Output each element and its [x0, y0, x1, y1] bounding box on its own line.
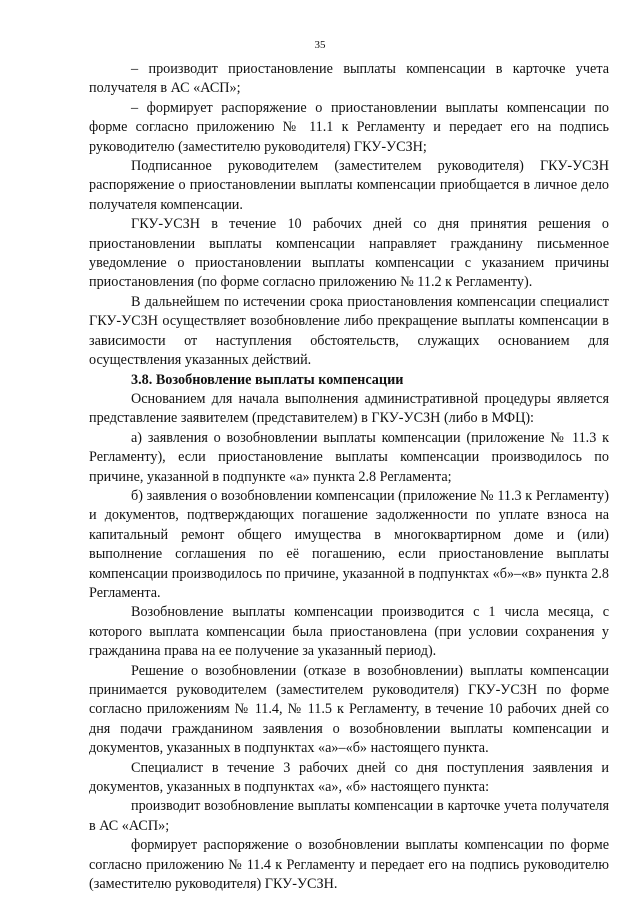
- paragraph-suspend-in-registry: – производит приостановление выплаты компенсации в карточке учета получателя в АС «АСП»;: [89, 61, 609, 97]
- paragraph-form-suspension-order: – формирует распоряжение о приостановлении выплаты компенсации по форме согласно приложению № 11.1 к Регламенту и передает его на подпись руководителю (заместителю руководителя) ГКУ-УСЗН;: [89, 99, 609, 155]
- page-number: 35: [314, 39, 326, 51]
- paragraph-resume-in-registry: производит возобновление выплаты компенсации в карточке учета получателя в АС «АСП»;: [89, 798, 609, 834]
- paragraph-resume-date: Возобновление выплаты компенсации производится с 1 числа месяца, с которого выплата компенсации была приостановлена (при условии сохранения у гражданина права на ее получение за указанный период).: [89, 604, 609, 660]
- paragraph-item-b: б) заявления о возобновлении компенсации (приложение № 11.3 к Регламенту) и документов, подтверждающих погашение задолженности по уплате взноса на капитальный ремонт общего имущества в многоквартирном доме и (или) выполнение соглашения по её погашению, если приостановление выплаты компенсации производилось по причине, указанной в подпунктах «б»–«в» пункта 2.8 Регламента.: [89, 487, 609, 601]
- paragraph-notification: ГКУ-УСЗН в течение 10 рабочих дней со дня принятия решения о приостановлении выплаты компенсации направляет гражданину письменное уведомление о приостановлении выплаты компенсации с указанием причины приостановления (по форме согласно приложению № 11.2 к Регламенту).: [89, 216, 609, 291]
- section-heading-3-8: 3.8. Возобновление выплаты компенсации: [131, 371, 404, 388]
- paragraph-specialist: Специалист в течение 3 рабочих дней со дня поступления заявления и документов, указанных в подпунктах «а», «б» настоящего пункта:: [89, 759, 609, 796]
- paragraph-signed-order-filed: Подписанное руководителем (заместителем руководителя) ГКУ-УСЗН распоряжение о приостановлении выплаты компенсации приобщается в личное дело получателя компенсации.: [89, 158, 609, 213]
- paragraph-after-suspension: В дальнейшем по истечении срока приостановления компенсации специалист ГКУ-УСЗН осуществляет возобновление либо прекращение выплаты компенсации в зависимости от наступления обстоятельств, служащих основанием для осуществления указанных действий.: [89, 293, 609, 369]
- paragraph-form-resume-order: формирует распоряжение о возобновлении выплаты компенсации по форме согласно приложению № 11.4 к Регламенту и передает его на подпись руководителю (заместителю руководителя) ГКУ-УСЗН.: [89, 837, 609, 893]
- paragraph-grounds: Основанием для начала выполнения административной процедуры является представление заявителем (представителем) в ГКУ-УСЗН (либо в МФЦ):: [89, 390, 609, 427]
- paragraph-item-a: а) заявления о возобновлении выплаты компенсации (приложение № 11.3 к Регламенту), если приостановление выплаты компенсации производилось по причине, указанной в подпункте «а» пункта 2.8 Регламента;: [89, 429, 609, 485]
- paragraph-decision: Решение о возобновлении (отказе в возобновлении) выплаты компенсации принимается руководителем (заместителем руководителя) ГКУ-УСЗН по форме согласно приложениям № 11.4, № 11.5 к Регламенту, в течение 10 рабочих дней со дня подачи гражданином заявления о возобновлении выплаты компенсации и документов, указанных в подпунктах «а»–«б» настоящего пункта.: [89, 662, 609, 757]
- document-body: [89, 60, 609, 894]
